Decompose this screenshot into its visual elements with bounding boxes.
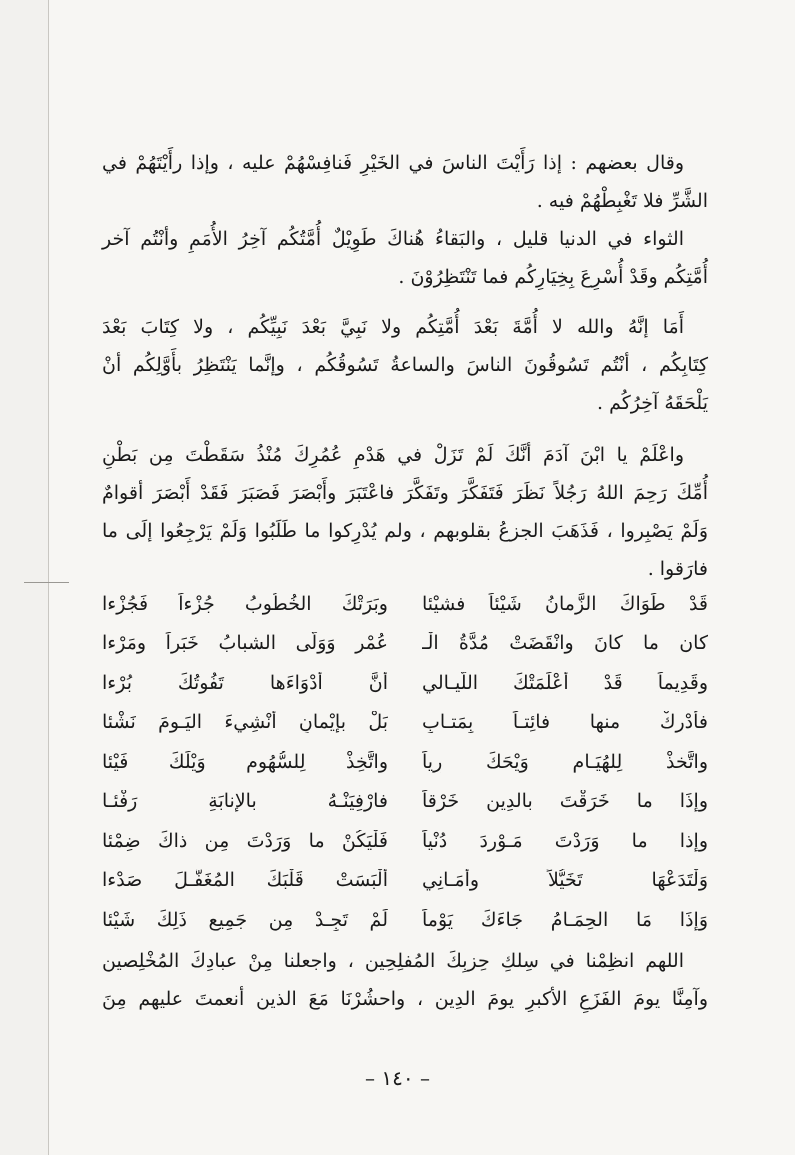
- poem-verse: [102, 861, 708, 901]
- verse-first-hemistich: قَدْ طَوَاكَ الزَّمانُ شَيْئاً فشيْئا: [422, 592, 708, 615]
- verse-second-hemistich: واتَّخِذْ لِلسُّهُومِ وَيْلَكَ فَيْئا: [102, 750, 388, 773]
- poem: [102, 584, 708, 940]
- verse-first-hemistich: كان ما كانَ وانْقَضَتْ مُدَّةُ الْـ: [422, 632, 708, 655]
- verse-first-hemistich: وإذَا ما خَرَقْتَ بالدِين خَرْقاً: [422, 790, 708, 813]
- paragraph-line: وَلَمْ يَصْبِروا ، فَذَهَبَ الجزعُ بقلوبهم ، ولم يُدْرِكوا ما طَلَبُوا وَلَمْ يَرْجِعُوا إلَى ما: [102, 520, 708, 542]
- verse-second-hemistich: وبَرَتْكَ الخُطُوبُ جُزْءاً فَجُزْءا: [102, 592, 388, 615]
- paragraph-line: يَلْحَقَهُ آخِرُكُم .: [597, 392, 708, 414]
- poem-verse: [102, 584, 708, 624]
- verse-second-hemistich: أنَّ أدْوَاءَها تَفُوتُكَ بُرْءا: [102, 671, 388, 694]
- poem-verse: [102, 663, 708, 703]
- paragraph-line: اللهم انظِمْنا في سِلكِ حِزبِكَ المُفلِحِين ، واجعلنا مِنْ عبادِكَ المُخْلِصين: [102, 950, 684, 972]
- paragraph-supplication: [102, 942, 708, 1018]
- paragraph-line: وقال بعضهم : إذا رَأَيْتَ الناسَ في الخَيْرِ فَنافِسْهُمْ عليه ، وإذا رأَيْتَهُمْ في: [102, 152, 684, 174]
- paragraph-1: [102, 144, 708, 220]
- verse-second-hemistich: أَلْبَسَتْ قَلْبَكَ المُغَفَّـلَ صَدْءا: [102, 869, 388, 892]
- verse-second-hemistich: فَلْيَكُنْ ما وَرَدْتَ مِن ذاكَ ضِمْئا: [102, 829, 388, 852]
- verse-second-hemistich: لَمْ تَجِـدْ مِن جَمِيعِ ذَلِكَ شَيْئا: [102, 908, 388, 931]
- page-number: – ١٤٠ –: [365, 1066, 430, 1090]
- paragraph-line: الشَّرِّ فلا تَغْبِطْهُمْ فيه .: [536, 190, 708, 212]
- verse-first-hemistich: فأدْرِكْ منها فائِتـاً بِمَتـابٍ: [422, 711, 708, 734]
- paragraph-line: أُمِّكَ رَحِمَ اللهُ رَجُلاً نَظَرَ فَتَفَكَّرَ وتَفَكَّرَ فاعْتَبَرَ وأَبْصَرَ فَصَبَرَ فَقَدْ أَبْصَرَ أقوامٌ: [102, 482, 708, 504]
- paragraph-3: [102, 308, 708, 422]
- paragraph-line: الثواء في الدنيا قليل ، والبَقاءُ هُناكَ طَوِيْلٌ أُمَّتُكُم آخِرُ الأُمَمِ وأنْتُم آخر: [102, 228, 684, 250]
- margin-mark: [24, 582, 69, 583]
- poem-verse: [102, 821, 708, 861]
- paragraph-4: [102, 436, 708, 588]
- verse-first-hemistich: وَإذَا مَا الحِمَـامُ جَاءَكَ يَوْماً: [422, 908, 708, 931]
- paragraph-line: أُمَّتِكُم وقَدْ أُسْرِعَ بِخِيَارِكُم فما تَنْتَظِرُوْنَ .: [398, 266, 708, 288]
- paragraph-line: وآمِنَّا يومَ الفَزَعِ الأكبرِ يومَ الدِين ، واحشُرْنَا مَعَ الذين أنعمتَ عليهم مِنَ: [102, 988, 708, 1010]
- verse-second-hemistich: فارْفِيَنْـهُ بالإنابَةِ رَفْئـا: [102, 790, 388, 813]
- verse-first-hemistich: وَلْتَدَعْهَا تَخَيُّلاً وأمَـانِي: [422, 869, 708, 892]
- poem-verse: [102, 782, 708, 822]
- verse-second-hemistich: بَلْ بإيْمانٍ أنْشِيءَ اليَـومَ نَشْئا: [102, 711, 388, 734]
- verse-first-hemistich: واتَّخذْ لِلهُيَـامِ وَيْحَكَ رِياً: [422, 750, 708, 773]
- verse-first-hemistich: وإذا ما وَرَدْتَ مَـوْرِدَ دُنْياً: [422, 829, 708, 852]
- verse-first-hemistich: وقَدِيماً قَدْ أعْلَمَتْكَ اللَّيـالي: [422, 671, 708, 694]
- paragraph-line: أَمَا إنَّهُ والله لا أُمَّةَ بَعْدَ أُمَّتِكُم ولا نَبِيَّ بَعْدَ نَبِيِّكُم ، ولا كِتَابَ بَعْدَ: [102, 316, 684, 338]
- page-margin-line: [48, 0, 49, 1155]
- poem-verse: [102, 624, 708, 664]
- poem-verse: [102, 900, 708, 940]
- poem-verse: [102, 742, 708, 782]
- paragraph-line: واعْلَمْ يا ابْنَ آدَمَ أنَّكَ لَمْ تَزَلْ في هَدْمِ عُمُرِكَ مُنْذُ سَقَطْتَ مِن بَطْنِ: [102, 444, 684, 466]
- paragraph-2: [102, 220, 708, 296]
- paragraph-line: كِتَابِكُم ، أنْتُم تَسُوقُونَ الناسَ والساعةُ تَسُوقُكُم ، وإنَّما يَنْتَظِرُ بأَوَّلِكُم أنْ: [102, 354, 708, 376]
- verse-second-hemistich: عُمْرِ وَوَلَّى الشبابُ خَبَراً ومَرْءا: [102, 632, 388, 655]
- poem-verse: [102, 703, 708, 743]
- paragraph-line: فارَقوا .: [647, 558, 708, 580]
